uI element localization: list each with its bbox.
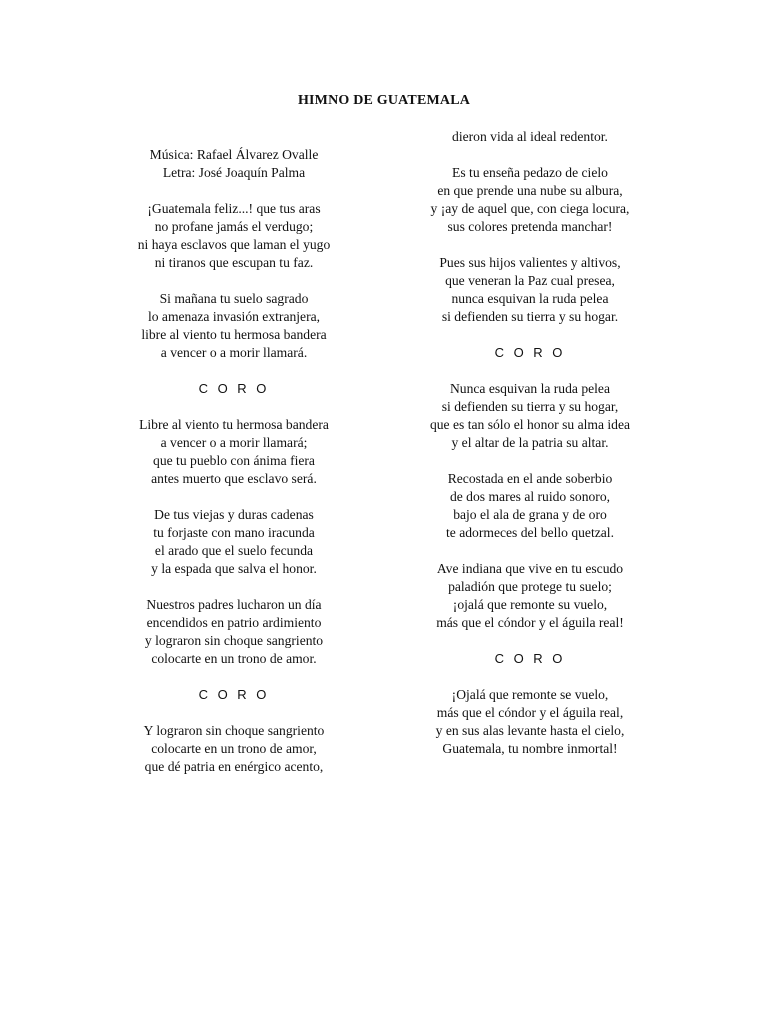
verse-line: más que el cóndor y el águila real, xyxy=(436,705,624,720)
coro-heading xyxy=(400,344,660,362)
coro-label: C O R O xyxy=(198,381,270,396)
verse-line: libre al viento tu hermosa bandera xyxy=(141,327,327,342)
verse-line: Recostada en el ande soberbio xyxy=(447,471,613,486)
verse-line: sus colores pretenda manchar! xyxy=(447,219,613,234)
verse-line: Pues sus hijos valientes y altivos, xyxy=(439,255,621,270)
left-column xyxy=(104,146,364,794)
coro-heading xyxy=(104,380,364,398)
verse-line: ni tiranos que escupan tu faz. xyxy=(154,255,314,270)
verse-line: si defienden su tierra y su hogar, xyxy=(441,399,619,414)
verse-line: y ¡ay de aquel que, con ciega locura, xyxy=(430,201,630,216)
stanza xyxy=(400,128,660,146)
verse-line: antes muerto que esclavo será. xyxy=(151,471,317,486)
verse-line: ni haya esclavos que laman el yugo xyxy=(137,237,331,252)
verse-line: nunca esquivan la ruda pelea xyxy=(451,291,609,306)
verse-line: encendidos en patrio ardimiento xyxy=(146,615,322,630)
verse-line: bajo el ala de grana y de oro xyxy=(453,507,607,522)
right-column xyxy=(400,128,660,776)
verse-line: y en sus alas levante hasta el cielo, xyxy=(435,723,625,738)
verse-line: Si mañana tu suelo sagrado xyxy=(159,291,309,306)
verse-line: Nunca esquivan la ruda pelea xyxy=(449,381,611,396)
verse-line: ¡Guatemala feliz...! que tus aras xyxy=(147,201,321,216)
stanza xyxy=(104,596,364,668)
stanza xyxy=(400,686,660,758)
stanza xyxy=(400,164,660,236)
coro-label: C O R O xyxy=(494,651,566,666)
verse-line: Letra: José Joaquín Palma xyxy=(162,165,306,180)
verse-line: si defienden su tierra y su hogar. xyxy=(441,309,619,324)
verse-line: colocarte en un trono de amor. xyxy=(151,651,317,666)
verse-line: no profane jamás el verdugo; xyxy=(154,219,314,234)
coro-heading xyxy=(400,650,660,668)
credits-block xyxy=(104,146,364,182)
verse-line: Guatemala, tu nombre inmortal! xyxy=(442,741,618,756)
verse-line: colocarte en un trono de amor, xyxy=(151,741,317,756)
verse-line: ¡ojalá que remonte su vuelo, xyxy=(452,597,608,612)
stanza xyxy=(104,290,364,362)
coro-label: C O R O xyxy=(198,687,270,702)
verse-line: de dos mares al ruido sonoro, xyxy=(449,489,611,504)
stanza xyxy=(400,380,660,452)
verse-line: Libre al viento tu hermosa bandera xyxy=(139,417,329,432)
verse-line: Nuestros padres lucharon un día xyxy=(146,597,322,612)
stanza xyxy=(400,254,660,326)
coro-heading xyxy=(104,686,364,704)
verse-line: lo amenaza invasión extranjera, xyxy=(147,309,321,324)
stanza xyxy=(104,506,364,578)
verse-line: paladión que protege tu suelo; xyxy=(448,579,612,594)
stanza xyxy=(104,416,364,488)
verse-line: que es tan sólo el honor su alma idea xyxy=(429,417,631,432)
verse-line: que dé patria en enérgico acento, xyxy=(144,759,324,774)
verse-line: te adormeces del bello quetzal. xyxy=(446,525,614,540)
verse-line: que veneran la Paz cual presea, xyxy=(445,273,615,288)
stanza xyxy=(104,200,364,272)
verse-line: que tu pueblo con ánima fiera xyxy=(153,453,315,468)
verse-line: a vencer o a morir llamará; xyxy=(160,435,308,450)
stanza xyxy=(400,560,660,632)
verse-line: dieron vida al ideal redentor. xyxy=(452,129,608,144)
verse-line: Y lograron sin choque sangriento xyxy=(143,723,325,738)
verse-line: y lograron sin choque sangriento xyxy=(144,633,324,648)
document-title: HIMNO DE GUATEMALA xyxy=(297,93,471,108)
verse-line: De tus viejas y duras cadenas xyxy=(154,507,314,522)
verse-line: más que el cóndor y el águila real! xyxy=(436,615,624,630)
verse-line: el arado que el suelo fecunda xyxy=(154,543,314,558)
verse-line: y la espada que salva el honor. xyxy=(151,561,317,576)
verse-line: y el altar de la patria su altar. xyxy=(451,435,609,450)
verse-line: ¡Ojalá que remonte se vuelo, xyxy=(451,687,609,702)
verse-line: Música: Rafael Álvarez Ovalle xyxy=(149,147,319,162)
verse-line: Es tu enseña pedazo de cielo xyxy=(452,165,608,180)
verse-line: Ave indiana que vive en tu escudo xyxy=(436,561,624,576)
verse-line: a vencer o a morir llamará. xyxy=(160,345,308,360)
stanza xyxy=(400,470,660,542)
stanza xyxy=(104,722,364,776)
verse-line: tu forjaste con mano iracunda xyxy=(153,525,315,540)
verse-line: en que prende una nube su albura, xyxy=(437,183,623,198)
coro-label: C O R O xyxy=(494,345,566,360)
